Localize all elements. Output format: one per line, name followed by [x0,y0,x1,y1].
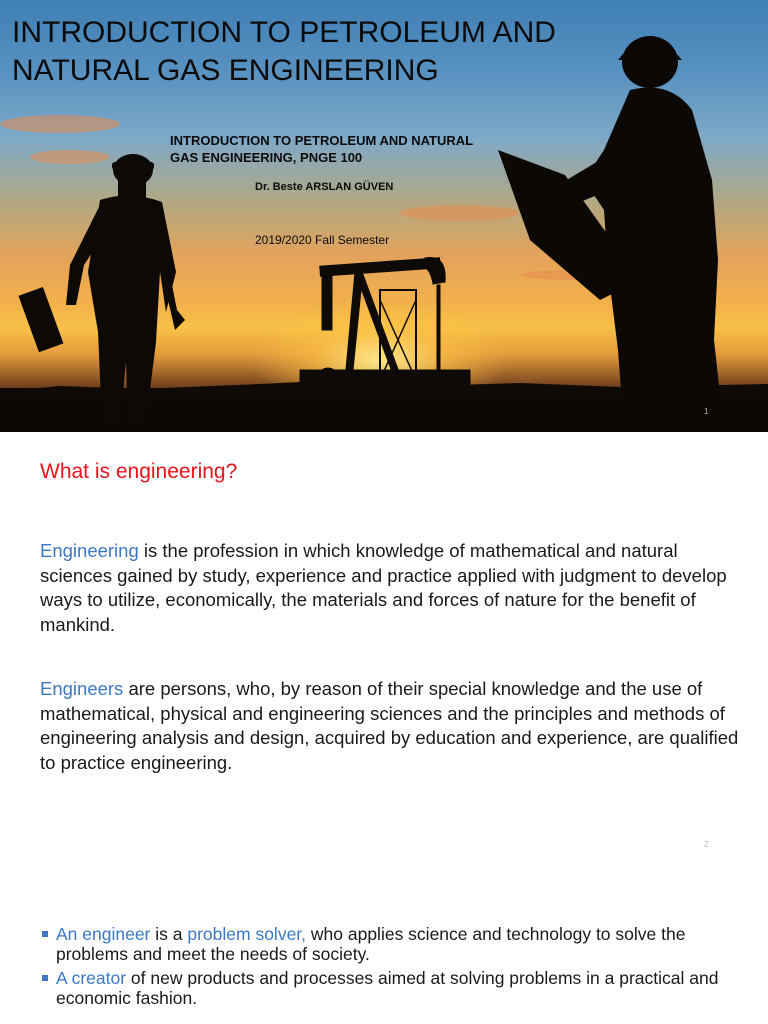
term-engineers: Engineers [40,678,124,699]
term-creator: A creator [56,968,127,988]
term-problem-solver: problem solver, [187,924,307,944]
bullet-list [40,924,740,1012]
course-name: INTRODUCTION TO PETROLEUM AND NATURAL GAS ENGINEERING, PNGE 100 [170,133,473,165]
bullet-item [40,968,740,1008]
engineering-definition [40,539,740,637]
bullet-text: is a [150,924,188,944]
instructor-name: Dr. Beste ARSLAN GÜVEN [255,181,394,193]
slide-number: 2 [704,840,709,849]
definition-text: is the profession in which knowledge of mathematical and natural sciences gained by study, experience and practice applied with judgment to develop ways to utilize, economically, the materials and forces of nature for the benefit of mankind. [40,540,727,635]
square-bullet-icon [42,931,48,937]
slide-heading: What is engineering? [40,460,238,483]
square-bullet-icon [42,975,48,981]
bullet-text: who applies science and technology to solve the problems and meet the needs of society. [56,924,686,964]
term-engineering: Engineering [40,540,139,561]
slide-number: 1 [704,407,709,416]
semester-text: 2019/2020 Fall Semester [255,233,390,247]
title-slide [0,0,768,432]
definition-text: are persons, who, by reason of their special knowledge and the use of mathematical, physical and engineering sciences and the principles and methods of engineering analysis and design, acquired by education and experience, are qualified to practice engineering. [40,678,739,773]
engineer-role-slide [0,856,768,1024]
slide-title: INTRODUCTION TO PETROLEUM AND NATURAL GAS ENGINEERING [12,16,556,87]
bullet-text: of new products and processes aimed at solving problems in a practical and economic fashion. [56,968,719,1008]
engineers-definition [40,677,740,775]
definition-slide [0,432,768,856]
term-engineer: An engineer [56,924,151,944]
bullet-item [40,924,740,964]
